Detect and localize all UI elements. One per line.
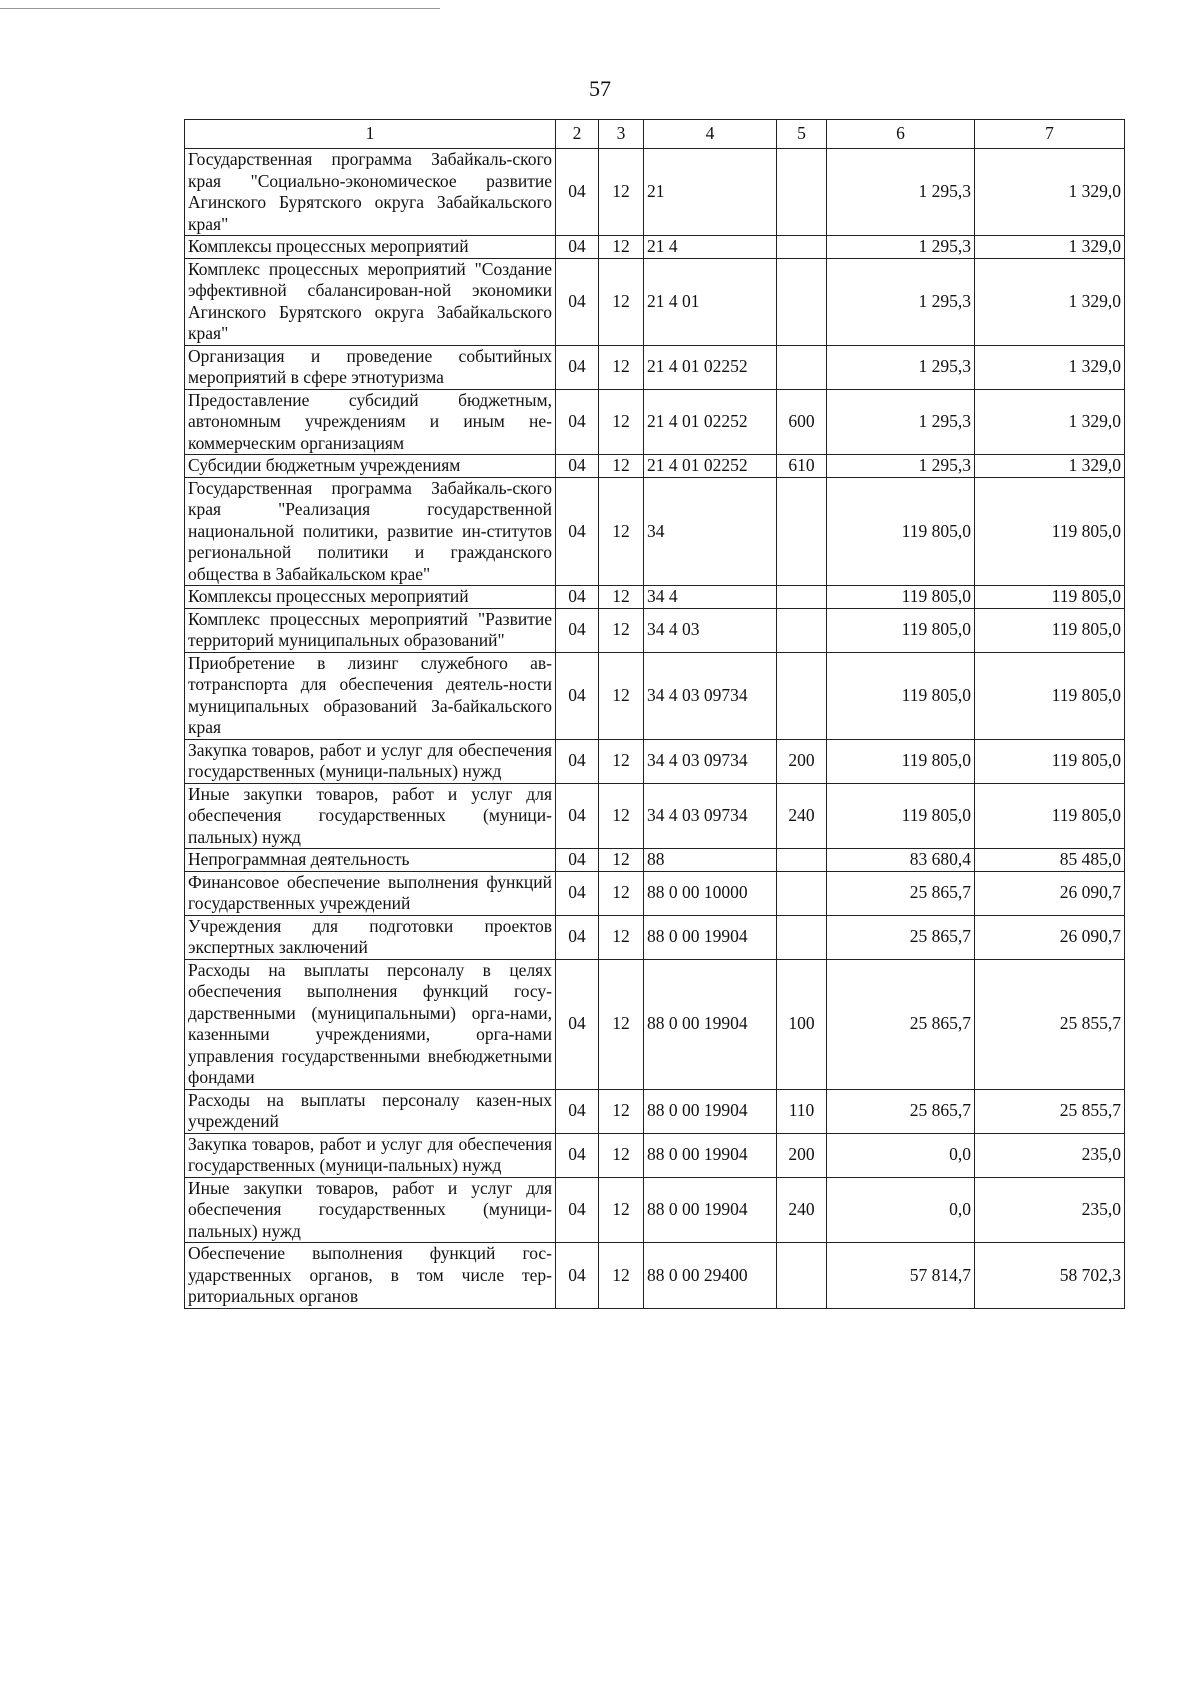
- expense-type-cell: 200: [777, 1133, 827, 1177]
- amount-col6-cell: 0,0: [827, 1133, 975, 1177]
- table-row: [185, 477, 1125, 586]
- amount-col7-cell: 1 329,0: [975, 345, 1125, 389]
- amount-col6-cell: 119 805,0: [827, 783, 975, 849]
- subsection-code-cell: 12: [599, 1089, 644, 1133]
- column-header: 2: [556, 120, 599, 149]
- item-name-cell: Непрограммная деятельность: [185, 849, 556, 872]
- subsection-code-cell: 12: [599, 345, 644, 389]
- item-name-cell: Комплексы процессных мероприятий: [185, 586, 556, 609]
- expense-type-cell: 240: [777, 1177, 827, 1243]
- expense-type-cell: [777, 477, 827, 586]
- target-article-cell: 34 4 03 09734: [644, 783, 777, 849]
- subsection-code-cell: 12: [599, 959, 644, 1089]
- expense-type-cell: [777, 608, 827, 652]
- item-name-cell: Комплекс процессных мероприятий "Развитие территорий муниципальных образований": [185, 608, 556, 652]
- column-header: 5: [777, 120, 827, 149]
- amount-col7-cell: 1 329,0: [975, 149, 1125, 236]
- subsection-code-cell: 12: [599, 849, 644, 872]
- section-code-cell: 04: [556, 1133, 599, 1177]
- page-number: 57: [589, 76, 611, 101]
- item-name-cell: Закупка товаров, работ и услуг для обеспечения государственных (муници-пальных) нужд: [185, 739, 556, 783]
- item-name-cell: Организация и проведение событийных мероприятий в сфере этнотуризма: [185, 345, 556, 389]
- amount-col7-cell: 119 805,0: [975, 586, 1125, 609]
- item-name-cell: Иные закупки товаров, работ и услуг для обеспечения государственных (муници-пальных) нужд: [185, 783, 556, 849]
- table-row: [185, 236, 1125, 259]
- expense-type-cell: [777, 149, 827, 236]
- table-row: [185, 1243, 1125, 1309]
- expense-type-cell: 200: [777, 739, 827, 783]
- amount-col6-cell: 119 805,0: [827, 477, 975, 586]
- section-code-cell: 04: [556, 739, 599, 783]
- section-code-cell: 04: [556, 455, 599, 478]
- item-name-cell: Учреждения для подготовки проектов экспертных заключений: [185, 915, 556, 959]
- section-code-cell: 04: [556, 915, 599, 959]
- target-article-cell: 21 4 01 02252: [644, 345, 777, 389]
- table-row: [185, 1177, 1125, 1243]
- table-row: [185, 739, 1125, 783]
- amount-col6-cell: 25 865,7: [827, 1089, 975, 1133]
- item-name-cell: Расходы на выплаты персоналу в целях обеспечения выполнения функций госу-дарственными (муниципальными) орга-нами, казенными учреждениями, орга-нами управления государственными внебюджетными фондами: [185, 959, 556, 1089]
- section-code-cell: 04: [556, 149, 599, 236]
- table-row: [185, 608, 1125, 652]
- amount-col7-cell: 119 805,0: [975, 608, 1125, 652]
- table-row: [185, 455, 1125, 478]
- target-article-cell: 34 4 03: [644, 608, 777, 652]
- subsection-code-cell: 12: [599, 739, 644, 783]
- amount-col6-cell: 119 805,0: [827, 608, 975, 652]
- target-article-cell: 88 0 00 19904: [644, 1133, 777, 1177]
- table-row: [185, 258, 1125, 345]
- target-article-cell: 88: [644, 849, 777, 872]
- column-header: 7: [975, 120, 1125, 149]
- column-header: 4: [644, 120, 777, 149]
- budget-table: [184, 119, 1125, 1309]
- amount-col6-cell: 1 295,3: [827, 258, 975, 345]
- target-article-cell: 34: [644, 477, 777, 586]
- target-article-cell: 21 4: [644, 236, 777, 259]
- section-code-cell: 04: [556, 477, 599, 586]
- expense-type-cell: [777, 258, 827, 345]
- amount-col6-cell: 1 295,3: [827, 389, 975, 455]
- table-row: [185, 849, 1125, 872]
- table-row: [185, 1133, 1125, 1177]
- item-name-cell: Иные закупки товаров, работ и услуг для обеспечения государственных (муници-пальных) нужд: [185, 1177, 556, 1243]
- table-body: [185, 149, 1125, 1309]
- table-row: [185, 345, 1125, 389]
- subsection-code-cell: 12: [599, 455, 644, 478]
- amount-col7-cell: 58 702,3: [975, 1243, 1125, 1309]
- amount-col7-cell: 119 805,0: [975, 652, 1125, 739]
- amount-col6-cell: 119 805,0: [827, 652, 975, 739]
- subsection-code-cell: 12: [599, 258, 644, 345]
- item-name-cell: Предоставление субсидий бюджетным, автономным учреждениям и иным не-коммерческим организациям: [185, 389, 556, 455]
- amount-col6-cell: 1 295,3: [827, 455, 975, 478]
- subsection-code-cell: 12: [599, 1243, 644, 1309]
- section-code-cell: 04: [556, 389, 599, 455]
- column-header: 1: [185, 120, 556, 149]
- amount-col7-cell: 25 855,7: [975, 1089, 1125, 1133]
- amount-col6-cell: 25 865,7: [827, 915, 975, 959]
- table-header-row: [185, 120, 1125, 149]
- table-row: [185, 389, 1125, 455]
- amount-col7-cell: 1 329,0: [975, 389, 1125, 455]
- subsection-code-cell: 12: [599, 477, 644, 586]
- amount-col6-cell: 57 814,7: [827, 1243, 975, 1309]
- amount-col7-cell: 235,0: [975, 1177, 1125, 1243]
- table-row: [185, 915, 1125, 959]
- item-name-cell: Обеспечение выполнения функций гос-ударственных органов, в том числе тер-риториальных органов: [185, 1243, 556, 1309]
- amount-col7-cell: 1 329,0: [975, 455, 1125, 478]
- item-name-cell: Финансовое обеспечение выполнения функций государственных учреждений: [185, 871, 556, 915]
- target-article-cell: 88 0 00 29400: [644, 1243, 777, 1309]
- amount-col7-cell: 1 329,0: [975, 236, 1125, 259]
- subsection-code-cell: 12: [599, 149, 644, 236]
- table-row: [185, 652, 1125, 739]
- target-article-cell: 34 4: [644, 586, 777, 609]
- expense-type-cell: [777, 849, 827, 872]
- target-article-cell: 88 0 00 19904: [644, 1177, 777, 1243]
- table-row: [185, 586, 1125, 609]
- section-code-cell: 04: [556, 345, 599, 389]
- subsection-code-cell: 12: [599, 389, 644, 455]
- subsection-code-cell: 12: [599, 915, 644, 959]
- section-code-cell: 04: [556, 1089, 599, 1133]
- subsection-code-cell: 12: [599, 652, 644, 739]
- expense-type-cell: [777, 652, 827, 739]
- amount-col7-cell: 119 805,0: [975, 739, 1125, 783]
- table-row: [185, 1089, 1125, 1133]
- amount-col7-cell: 235,0: [975, 1133, 1125, 1177]
- section-code-cell: 04: [556, 258, 599, 345]
- section-code-cell: 04: [556, 783, 599, 849]
- table-row: [185, 783, 1125, 849]
- target-article-cell: 88 0 00 19904: [644, 915, 777, 959]
- table-row: [185, 149, 1125, 236]
- scan-top-border: [0, 8, 440, 9]
- target-article-cell: 34 4 03 09734: [644, 739, 777, 783]
- expense-type-cell: 610: [777, 455, 827, 478]
- target-article-cell: 21 4 01 02252: [644, 455, 777, 478]
- amount-col7-cell: 119 805,0: [975, 783, 1125, 849]
- amount-col7-cell: 25 855,7: [975, 959, 1125, 1089]
- amount-col6-cell: 83 680,4: [827, 849, 975, 872]
- item-name-cell: Комплексы процессных мероприятий: [185, 236, 556, 259]
- subsection-code-cell: 12: [599, 871, 644, 915]
- item-name-cell: Государственная программа Забайкаль-ского края "Социально-экономическое развитие Агинского Бурятского округа Забайкальского края": [185, 149, 556, 236]
- table-row: [185, 959, 1125, 1089]
- target-article-cell: 21 4 01 02252: [644, 389, 777, 455]
- section-code-cell: 04: [556, 959, 599, 1089]
- subsection-code-cell: 12: [599, 1177, 644, 1243]
- expense-type-cell: [777, 1243, 827, 1309]
- column-header: 3: [599, 120, 644, 149]
- section-code-cell: 04: [556, 849, 599, 872]
- expense-type-cell: 110: [777, 1089, 827, 1133]
- expense-type-cell: [777, 236, 827, 259]
- subsection-code-cell: 12: [599, 1133, 644, 1177]
- subsection-code-cell: 12: [599, 236, 644, 259]
- item-name-cell: Закупка товаров, работ и услуг для обеспечения государственных (муници-пальных) нужд: [185, 1133, 556, 1177]
- section-code-cell: 04: [556, 608, 599, 652]
- column-header: 6: [827, 120, 975, 149]
- section-code-cell: 04: [556, 586, 599, 609]
- amount-col7-cell: 26 090,7: [975, 915, 1125, 959]
- amount-col7-cell: 26 090,7: [975, 871, 1125, 915]
- expense-type-cell: [777, 915, 827, 959]
- table-row: [185, 871, 1125, 915]
- amount-col6-cell: 25 865,7: [827, 959, 975, 1089]
- expense-type-cell: [777, 586, 827, 609]
- expense-type-cell: [777, 345, 827, 389]
- section-code-cell: 04: [556, 871, 599, 915]
- expense-type-cell: [777, 871, 827, 915]
- target-article-cell: 21: [644, 149, 777, 236]
- target-article-cell: 88 0 00 10000: [644, 871, 777, 915]
- item-name-cell: Комплекс процессных мероприятий "Создание эффективной сбалансирован-ной экономики Агинского Бурятского округа Забайкальского края": [185, 258, 556, 345]
- subsection-code-cell: 12: [599, 608, 644, 652]
- section-code-cell: 04: [556, 236, 599, 259]
- section-code-cell: 04: [556, 1243, 599, 1309]
- target-article-cell: 88 0 00 19904: [644, 959, 777, 1089]
- amount-col7-cell: 1 329,0: [975, 258, 1125, 345]
- target-article-cell: 34 4 03 09734: [644, 652, 777, 739]
- item-name-cell: Субсидии бюджетным учреждениям: [185, 455, 556, 478]
- amount-col6-cell: 0,0: [827, 1177, 975, 1243]
- expense-type-cell: 600: [777, 389, 827, 455]
- subsection-code-cell: 12: [599, 783, 644, 849]
- item-name-cell: Приобретение в лизинг служебного ав-тотранспорта для обеспечения деятель-ности муниципальных образований За-байкальского края: [185, 652, 556, 739]
- subsection-code-cell: 12: [599, 586, 644, 609]
- amount-col7-cell: 119 805,0: [975, 477, 1125, 586]
- amount-col6-cell: 119 805,0: [827, 586, 975, 609]
- expense-type-cell: 100: [777, 959, 827, 1089]
- target-article-cell: 88 0 00 19904: [644, 1089, 777, 1133]
- section-code-cell: 04: [556, 1177, 599, 1243]
- amount-col7-cell: 85 485,0: [975, 849, 1125, 872]
- amount-col6-cell: 1 295,3: [827, 345, 975, 389]
- amount-col6-cell: 1 295,3: [827, 149, 975, 236]
- amount-col6-cell: 1 295,3: [827, 236, 975, 259]
- target-article-cell: 21 4 01: [644, 258, 777, 345]
- section-code-cell: 04: [556, 652, 599, 739]
- amount-col6-cell: 119 805,0: [827, 739, 975, 783]
- amount-col6-cell: 25 865,7: [827, 871, 975, 915]
- item-name-cell: Государственная программа Забайкаль-ского края "Реализация государственной национальной политики, развитие ин-ститутов региональной политики и гражданского общества в Забайкальском крае": [185, 477, 556, 586]
- item-name-cell: Расходы на выплаты персоналу казен-ных учреждений: [185, 1089, 556, 1133]
- expense-type-cell: 240: [777, 783, 827, 849]
